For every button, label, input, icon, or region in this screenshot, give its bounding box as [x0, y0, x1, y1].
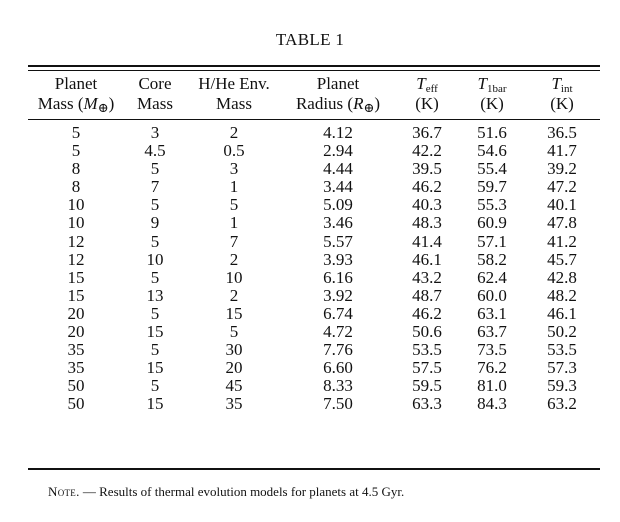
cell-env-mass: 30 — [225, 340, 243, 360]
cell-planet-radius: 7.50 — [323, 394, 353, 414]
table-row — [28, 233, 600, 251]
cell-planet-mass: 20 — [67, 322, 85, 342]
table-row — [28, 118, 600, 142]
header-line2-pre: Radius ( — [295, 94, 354, 113]
cell-t-1bar: 73.5 — [477, 340, 507, 360]
cell-planet-radius: 3.44 — [323, 177, 353, 197]
header-unit: (K) — [480, 94, 504, 113]
cell-t-int: 47.2 — [547, 177, 577, 197]
cell-env-mass: 10 — [225, 267, 243, 287]
cell-t-1bar: 55.4 — [477, 159, 507, 179]
cell-planet-mass: 15 — [67, 267, 85, 287]
header-symbol: M — [83, 94, 98, 113]
table-row — [28, 160, 600, 178]
header-symbol: T — [477, 74, 487, 93]
cell-planet-mass: 35 — [67, 358, 85, 378]
header-t-1bar — [460, 74, 524, 118]
cell-planet-radius: 4.12 — [323, 123, 353, 142]
cell-t-int: 59.3 — [547, 376, 577, 396]
cell-t-int: 41.2 — [547, 231, 577, 251]
cell-t-int: 47.8 — [547, 213, 577, 233]
cell-t-eff: 46.2 — [412, 177, 442, 197]
header-line2-pre: Mass ( — [37, 94, 84, 113]
data-table — [28, 74, 600, 414]
cell-t-eff: 48.7 — [412, 285, 442, 305]
cell-core-mass: 7 — [150, 177, 160, 197]
table-row — [28, 305, 600, 323]
cell-core-mass: 15 — [146, 322, 164, 342]
cell-t-eff: 53.5 — [412, 340, 442, 360]
header-subscript: 1bar — [486, 83, 507, 95]
cell-core-mass: 5 — [150, 376, 160, 396]
cell-t-int: 39.2 — [547, 159, 577, 179]
header-symbol: T — [551, 74, 561, 93]
cell-t-1bar: 55.3 — [477, 195, 507, 215]
cell-planet-mass: 35 — [67, 340, 85, 360]
cell-planet-mass: 5 — [71, 141, 81, 161]
cell-planet-radius: 5.57 — [323, 231, 353, 251]
header-planet-radius — [282, 74, 394, 118]
header-line1: H/He Env. — [198, 74, 270, 93]
cell-env-mass: 20 — [225, 358, 243, 378]
cell-env-mass: 1 — [229, 177, 239, 197]
cell-t-1bar: 76.2 — [477, 358, 507, 378]
cell-t-eff: 46.1 — [412, 249, 442, 269]
cell-t-1bar: 51.6 — [477, 123, 507, 142]
cell-t-eff: 36.7 — [412, 123, 442, 142]
cell-planet-radius: 6.16 — [323, 267, 353, 287]
header-line2-post: ) — [374, 94, 381, 113]
cell-env-mass: 45 — [225, 376, 243, 396]
cell-planet-radius: 2.94 — [323, 141, 353, 161]
cell-planet-mass: 15 — [67, 285, 85, 305]
cell-env-mass: 7 — [229, 231, 239, 251]
cell-t-int: 63.2 — [547, 394, 577, 414]
cell-env-mass: 2 — [229, 285, 239, 305]
bottom-rule — [28, 468, 600, 470]
cell-t-eff: 46.2 — [412, 303, 442, 323]
header-core-mass — [124, 74, 186, 118]
table-row — [28, 287, 600, 305]
cell-t-eff: 59.5 — [412, 376, 442, 396]
cell-t-1bar: 60.9 — [477, 213, 507, 233]
cell-t-eff: 63.3 — [412, 394, 442, 414]
header-row — [28, 74, 600, 118]
cell-t-1bar: 58.2 — [477, 249, 507, 269]
cell-env-mass: 1 — [229, 213, 239, 233]
cell-env-mass: 0.5 — [223, 141, 245, 161]
header-unit: (K) — [550, 94, 574, 113]
cell-planet-mass: 5 — [71, 123, 81, 142]
cell-t-int: 42.8 — [547, 267, 577, 287]
header-line1: Core — [138, 74, 172, 93]
cell-env-mass: 35 — [225, 394, 243, 414]
table-row — [28, 178, 600, 196]
cell-planet-mass: 50 — [67, 376, 85, 396]
table-row — [28, 269, 600, 287]
cell-planet-radius: 6.74 — [323, 303, 353, 323]
cell-t-eff: 40.3 — [412, 195, 442, 215]
table-caption: TABLE 1 — [275, 30, 345, 49]
cell-core-mass: 5 — [150, 231, 160, 251]
cell-core-mass: 4.5 — [144, 141, 166, 161]
cell-t-eff: 39.5 — [412, 159, 442, 179]
header-symbol: R — [353, 94, 364, 113]
cell-core-mass: 5 — [150, 340, 160, 360]
cell-planet-radius: 8.33 — [323, 376, 353, 396]
cell-t-1bar: 63.1 — [477, 303, 507, 323]
cell-t-int: 36.5 — [547, 123, 577, 142]
table-row — [28, 341, 600, 359]
table-row — [28, 251, 600, 269]
cell-core-mass: 15 — [146, 358, 164, 378]
cell-env-mass: 5 — [229, 195, 239, 215]
header-t-eff — [394, 74, 460, 118]
earth-symbol: ⊕ — [97, 100, 109, 115]
cell-core-mass: 5 — [150, 267, 160, 287]
cell-env-mass: 3 — [229, 159, 239, 179]
cell-core-mass: 13 — [146, 285, 164, 305]
cell-planet-mass: 10 — [67, 213, 85, 233]
header-symbol: T — [416, 74, 426, 93]
header-line1: Planet — [316, 74, 360, 93]
top-rule-thin — [28, 70, 600, 71]
cell-t-1bar: 59.7 — [477, 177, 507, 197]
cell-planet-mass: 50 — [67, 394, 85, 414]
cell-t-eff: 57.5 — [412, 358, 442, 378]
cell-t-int: 41.7 — [547, 141, 577, 161]
cell-t-1bar: 60.0 — [477, 285, 507, 305]
earth-symbol: ⊕ — [363, 100, 375, 115]
cell-core-mass: 5 — [150, 195, 160, 215]
table-row — [28, 142, 600, 160]
cell-t-eff: 41.4 — [412, 231, 442, 251]
cell-core-mass: 10 — [146, 249, 164, 269]
table-row — [28, 323, 600, 341]
cell-env-mass: 15 — [225, 303, 243, 323]
cell-t-1bar: 81.0 — [477, 376, 507, 396]
cell-env-mass: 2 — [229, 249, 239, 269]
cell-planet-mass: 10 — [67, 195, 85, 215]
cell-core-mass: 5 — [150, 159, 160, 179]
cell-t-1bar: 54.6 — [477, 141, 507, 161]
cell-t-eff: 43.2 — [412, 267, 442, 287]
cell-t-int: 57.3 — [547, 358, 577, 378]
cell-planet-radius: 7.76 — [323, 340, 353, 360]
cell-env-mass: 5 — [229, 322, 239, 342]
top-rule-thick — [28, 65, 600, 67]
cell-core-mass: 9 — [150, 213, 160, 233]
header-line2: Mass — [216, 94, 252, 113]
table-body — [28, 118, 600, 414]
header-line2: Mass — [137, 94, 173, 113]
cell-t-int: 48.2 — [547, 285, 577, 305]
cell-core-mass: 5 — [150, 303, 160, 323]
cell-planet-radius: 3.46 — [323, 213, 353, 233]
table-row — [28, 196, 600, 214]
cell-t-1bar: 57.1 — [477, 231, 507, 251]
table-row — [28, 395, 600, 413]
cell-planet-mass: 12 — [67, 231, 85, 251]
cell-planet-mass: 12 — [67, 249, 85, 269]
cell-t-int: 45.7 — [547, 249, 577, 269]
cell-planet-mass: 20 — [67, 303, 85, 323]
table-row — [28, 214, 600, 232]
cell-planet-mass: 8 — [71, 177, 81, 197]
cell-t-1bar: 84.3 — [477, 394, 507, 414]
header-unit: (K) — [415, 94, 439, 113]
header-subscript: eff — [425, 83, 438, 95]
cell-t-int: 46.1 — [547, 303, 577, 323]
cell-core-mass: 15 — [146, 394, 164, 414]
table-note — [48, 484, 404, 500]
header-subscript: int — [560, 83, 573, 95]
cell-planet-mass: 8 — [71, 159, 81, 179]
cell-core-mass: 3 — [150, 123, 160, 142]
note-label: Note. — [48, 484, 80, 499]
header-line2-post: ) — [108, 94, 115, 113]
cell-t-int: 50.2 — [547, 322, 577, 342]
note-text: — Results of thermal evolution models for planets at 4.5 Gyr. — [79, 484, 405, 499]
header-line1: Planet — [54, 74, 98, 93]
cell-t-eff: 42.2 — [412, 141, 442, 161]
cell-planet-radius: 5.09 — [323, 195, 353, 215]
table-row — [28, 377, 600, 395]
cell-t-eff: 48.3 — [412, 213, 442, 233]
cell-t-1bar: 62.4 — [477, 267, 507, 287]
cell-planet-radius: 4.72 — [323, 322, 353, 342]
table-row — [28, 359, 600, 377]
cell-t-1bar: 63.7 — [477, 322, 507, 342]
cell-planet-radius: 3.93 — [323, 249, 353, 269]
cell-planet-radius: 6.60 — [323, 358, 353, 378]
cell-t-int: 40.1 — [547, 195, 577, 215]
cell-t-int: 53.5 — [547, 340, 577, 360]
cell-planet-radius: 4.44 — [323, 159, 353, 179]
header-t-int — [524, 74, 600, 118]
header-env-mass — [186, 74, 282, 118]
cell-t-eff: 50.6 — [412, 322, 442, 342]
cell-planet-radius: 3.92 — [323, 285, 353, 305]
header-planet-mass — [28, 74, 124, 118]
cell-env-mass: 2 — [229, 123, 239, 142]
